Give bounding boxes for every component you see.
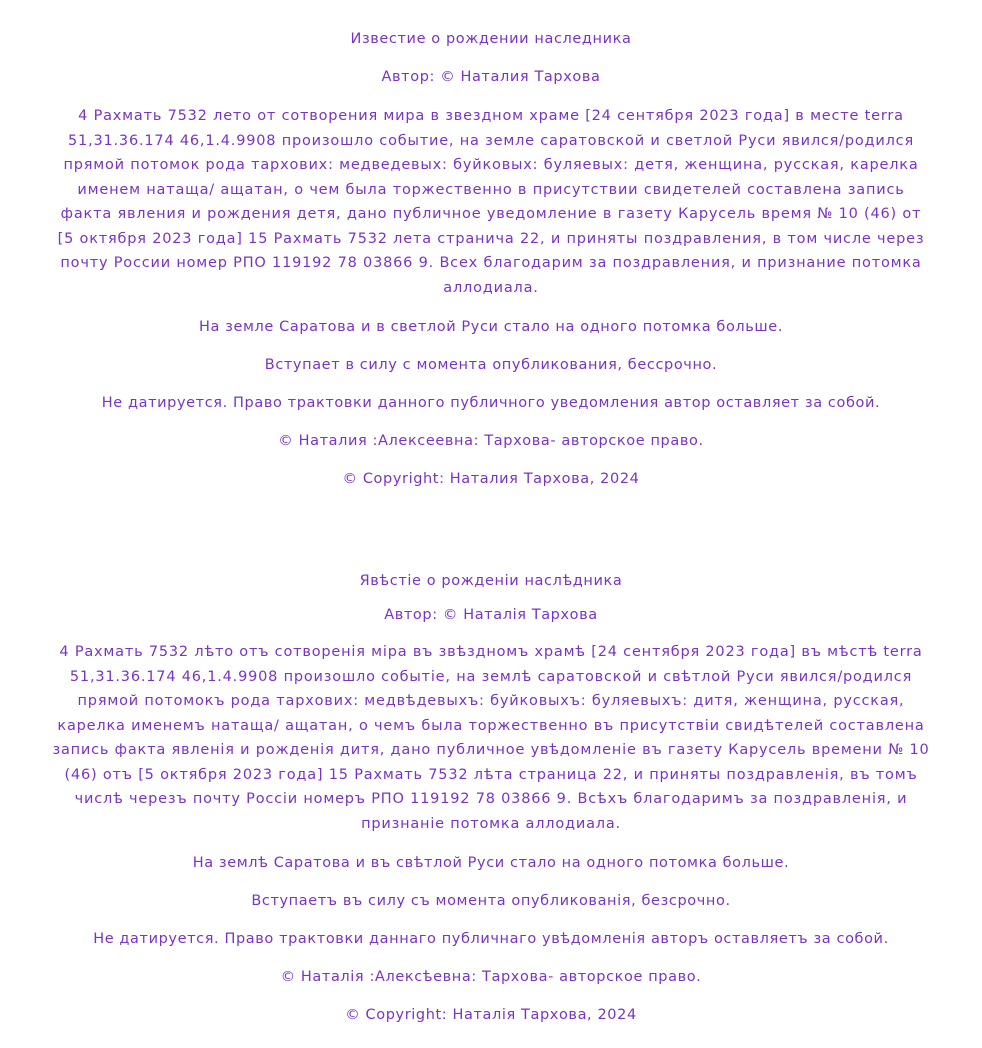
announcement-block-old-orthography: [50, 572, 932, 1024]
author-line: Автор: © Наталия Тархова: [381, 69, 601, 85]
announcement-title: Известие о рождении наследника: [350, 31, 632, 47]
author-line: Автор: © Наталія Тархова: [384, 607, 598, 623]
announcement-title: Явѣстіе о рожденіи наслѣдника: [359, 573, 623, 589]
population-note: На землѣ Саратова и въ свѣтлой Руси стало на одного потомка больше.: [192, 855, 790, 871]
validity-note: Вступаетъ въ силу съ момента опубликованія, безсрочно.: [251, 893, 731, 909]
announcement-body: 4 Рахмать 7532 лето от сотворения мира в звездном храме [24 сентября 2023 года] в месте terra 51,31.36.174 46,1.4.9908 произошло событие, на земле саратовской и светлой Руси явился/родился прямой потомок рода тархових: медведевых: буйковых: буляевых: детя, женщина, русская, карелка именем натаща/ ащатан, о чем была торжественно в присутствии свидетелей составлена запись факта явления и рождения детя, дано публичное уведомление в газету Карусель время № 10 (46) от [5 октября 2023 года] 15 Рахмать 7532 лета странича 22, и приняты поздравления, в том числе через почту России номер РПО 119192 78 03866 9. Всех благодарим за поздравления, и признание потомка аллодиала.: [57, 108, 925, 296]
copyright-note: © Наталія :Алексѣевна: Тархова- авторское право.: [280, 969, 702, 985]
validity-note: Вступает в силу с момента опубликования, бессрочно.: [264, 357, 718, 373]
copyright-note: © Наталия :Алексеевна: Тархова- авторское право.: [278, 433, 704, 449]
interpretation-note: Не датируется. Право трактовки данного публичного уведомления автор оставляет за собой.: [101, 395, 881, 411]
section-spacer: [50, 508, 932, 572]
copyright-line: © Copyright: Наталія Тархова, 2024: [345, 1007, 637, 1023]
copyright-line: © Copyright: Наталия Тархова, 2024: [342, 471, 640, 487]
announcement-body: 4 Рахмать 7532 лѣто отъ сотворенія міра въ звѣздномъ храмѣ [24 сентября 2023 года] въ мѣстѣ terra 51,31.36.174 46,1.4.9908 произошло событіе, на землѣ саратовской и свѣтлой Руси явился/родился прямой потомокъ рода тархових: медвѣдевыхъ: буйковыхъ: буляевыхъ: дитя, женщина, русская, карелка именемъ натаща/ ащатан, о чемъ была торжественно въ присутствіи свидѣтелей составлена запись факта явленія и рожденія дитя, дано публичное увѣдомленіе въ газету Карусель времени № 10 (46) отъ [5 октября 2023 года] 15 Рахмать 7532 лѣта страница 22, и приняты поздравленія, въ томъ числѣ черезъ почту Россіи номеръ РПО 119192 78 03866 9. Всѣхъ благодаримъ за поздравленія, и признаніе потомка аллодиала.: [52, 644, 930, 832]
population-note: На земле Саратова и в светлой Руси стало на одного потомка больше.: [198, 319, 784, 335]
announcement-block-modern: [50, 30, 932, 488]
interpretation-note: Не датируется. Право трактовки даннаго публичнаго увѣдомленія авторъ оставляетъ за собой.: [93, 931, 889, 947]
